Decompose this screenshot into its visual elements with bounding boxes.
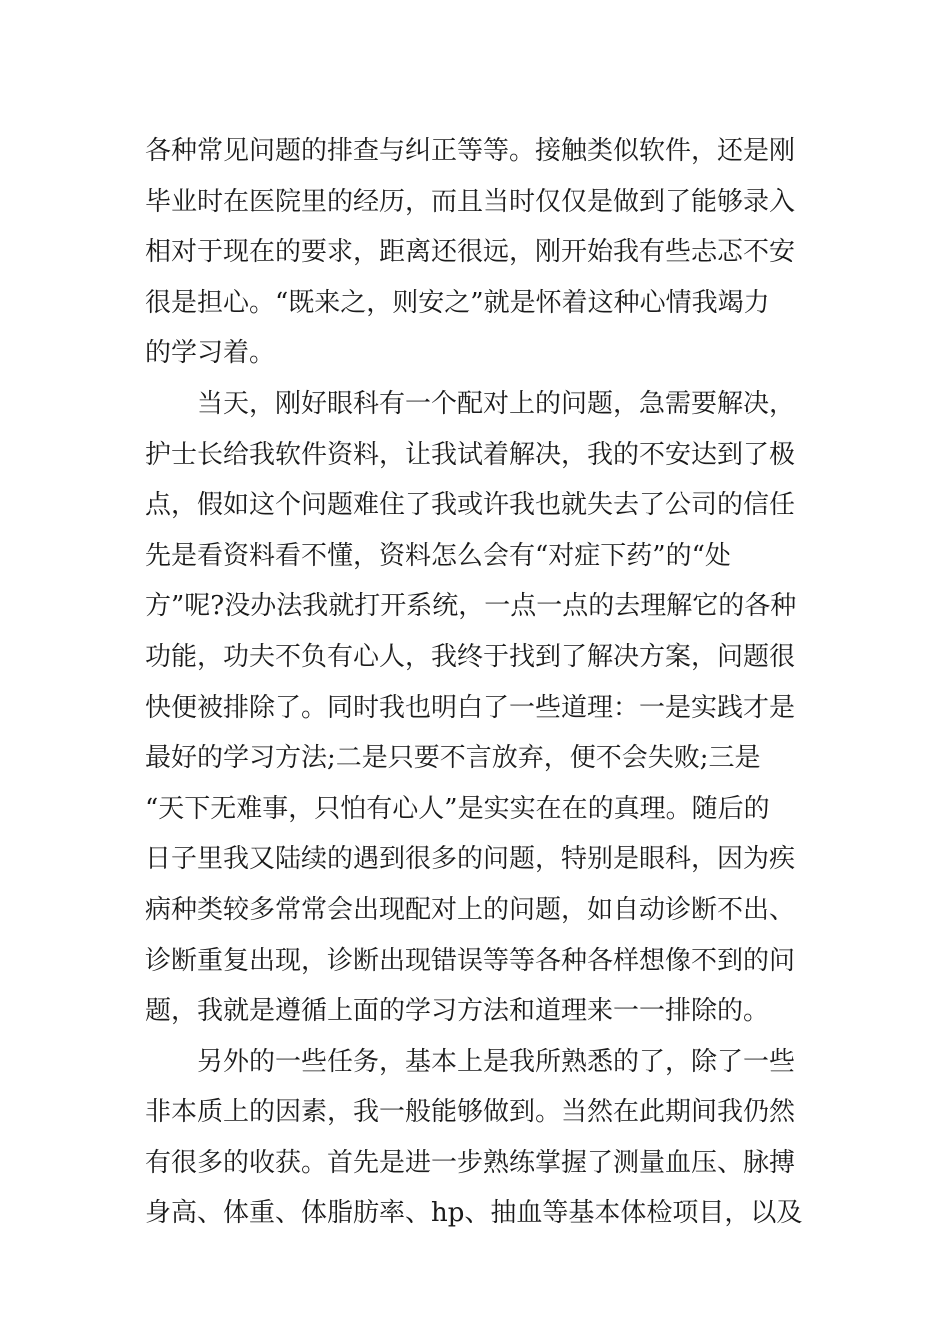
text-line: 功能，功夫不负有心人，我终于找到了解决方案，问题很 bbox=[145, 641, 796, 672]
text-line: 有很多的收获。首先是进一步熟练掌握了测量血压、脉搏 bbox=[145, 1147, 796, 1178]
text-line: 诊断重复出现，诊断出现错误等等各种各样想像不到的问 bbox=[145, 945, 796, 976]
text-line: 快便被排除了。同时我也明白了一些道理：一是实践才是 bbox=[145, 692, 796, 723]
paragraph-first-line: 另外的一些任务，基本上是我所熟悉的了，除了一些 bbox=[197, 1046, 796, 1077]
text-line: 相对于现在的要求，距离还很远，刚开始我有些忐忑不安 bbox=[145, 237, 796, 268]
text-line: 非本质上的因素，我一般能够做到。当然在此期间我仍然 bbox=[145, 1097, 796, 1128]
text-line: 题，我就是遵循上面的学习方法和道理来一一排除的。 bbox=[145, 996, 770, 1027]
text-line: 毕业时在医院里的经历，而且当时仅仅是做到了能够录入 bbox=[145, 186, 796, 217]
text-line: 很是担心。“既来之，则安之”就是怀着这种心情我竭力 bbox=[145, 287, 770, 318]
text-line: 先是看资料看不懂，资料怎么会有“对症下药”的“处 bbox=[145, 540, 731, 571]
text-line: 最好的学习方法;二是只要不言放弃，便不会失败;三是 bbox=[145, 743, 761, 774]
text-line: 护士长给我软件资料，让我试着解决，我的不安达到了极 bbox=[145, 439, 796, 470]
text-line: 点，假如这个问题难住了我或许我也就失去了公司的信任 bbox=[145, 490, 796, 521]
body-text bbox=[145, 126, 810, 1239]
text-line: 的学习着。 bbox=[145, 338, 276, 369]
text-line: “天下无难事，只怕有心人”是实实在在的真理。随后的 bbox=[145, 793, 770, 824]
text-line: 身高、体重、体脂肪率、hp、抽血等基本体检项目，以及 bbox=[145, 1198, 803, 1229]
text-line: 病种类较多常常会出现配对上的问题，如自动诊断不出、 bbox=[145, 894, 796, 925]
text-line: 方”呢?没办法我就打开系统，一点一点的去理解它的各种 bbox=[145, 591, 797, 622]
text-line: 各种常见问题的排查与纠正等等。接触类似软件，还是刚 bbox=[145, 136, 796, 166]
paragraph-first-line: 当天，刚好眼科有一个配对上的问题，急需要解决， bbox=[197, 388, 796, 419]
text-line: 日子里我又陆续的遇到很多的问题，特别是眼科，因为疾 bbox=[145, 844, 796, 875]
